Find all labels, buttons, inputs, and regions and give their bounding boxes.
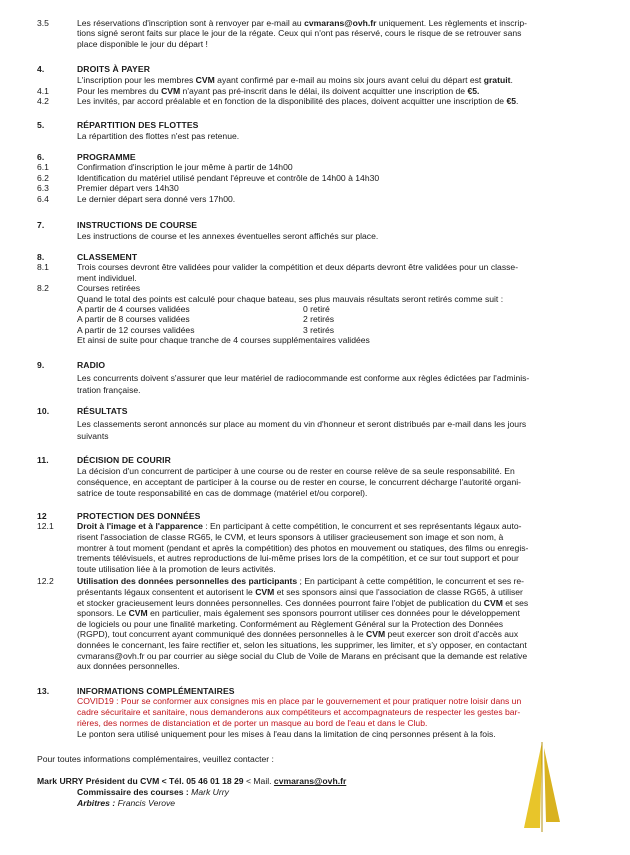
- subsection-title: Utilisation des données personnelles des participants: [77, 576, 298, 587]
- subsection-number: 6.4: [37, 193, 49, 204]
- text: conséquence, en acceptant de participer à la course ou de rester en course, le concurrent décharge l'autorité organi-: [77, 477, 522, 488]
- text: Le ponton sera utilisé uniquement pour les mises à l'eau dans la limitation de cinq personnes présent à la fois.: [77, 729, 496, 740]
- subsection-number: 6.2: [37, 172, 49, 183]
- section-6: [37, 152, 582, 204]
- text: Courses retirées: [77, 283, 141, 294]
- label: Commissaire des courses :: [77, 787, 192, 797]
- section-7: [37, 220, 582, 242]
- text: CVM: [255, 586, 275, 597]
- section-number: 7.: [37, 220, 45, 230]
- table-cell: 2 retirés: [303, 314, 335, 325]
- table-cell: A partir de 4 courses validées: [77, 304, 190, 315]
- phone-number: 05 46 01 18 29: [186, 776, 244, 786]
- text: €5.: [467, 85, 480, 96]
- text: place disponible le jour du départ !: [77, 38, 208, 49]
- sail-right: [544, 748, 560, 822]
- section-number: 4.: [37, 64, 45, 74]
- section-number: 13.: [37, 686, 50, 696]
- list-item: Confirmation d'inscription le jour même à partir de 14h00: [77, 162, 293, 173]
- name: Mark Urry: [191, 787, 229, 797]
- section-title: INSTRUCTIONS DE COURSE: [77, 220, 198, 230]
- text: Pour les membres du: [77, 85, 162, 96]
- section-4: [37, 64, 582, 107]
- section-5: [37, 120, 582, 142]
- section-13: [37, 686, 582, 740]
- section-number: 10.: [37, 406, 50, 416]
- email-link[interactable]: cvmarans@ovh.fr: [304, 18, 377, 28]
- email-link[interactable]: cvmarans@ovh.fr: [273, 776, 347, 786]
- text: CVM: [128, 608, 148, 619]
- text: CVM: [195, 75, 215, 86]
- subsection-number: 6.3: [37, 183, 49, 194]
- text: sponsors. Le: [77, 608, 129, 619]
- text: gratuit: [483, 75, 511, 86]
- text: La répartition des flottes n'est pas retenue.: [77, 131, 240, 142]
- section-title: RÉSULTATS: [77, 406, 128, 416]
- table-cell: 0 retiré: [303, 304, 330, 315]
- text: (RGPD), tout concurrent ayant communiqué des données personnelles à le: [77, 629, 367, 640]
- text: données le concernant, les faire rectifier et, selon les situations, les supprimer, les limiter, et s'y opposer, en contactant: [77, 639, 527, 650]
- text: n'ayant pas pré-inscrit dans le délai, ils doivent acquitter une inscription de: [180, 85, 468, 96]
- section-title: PROTECTION DES DONNÉES: [77, 511, 201, 521]
- subsection-number: 4.1: [37, 85, 49, 96]
- text: CVM: [483, 597, 503, 608]
- subsection-number: 4.2: [37, 96, 49, 107]
- section-3-5: [37, 18, 582, 49]
- text: Trois courses devront être validées pour valider la compétition et deux départs devront être validées pour un classe-: [77, 262, 519, 273]
- text: risent l'association de classe RG65, le CVM, et leurs sponsors à utiliser gracieusement son image et son nom, à: [77, 532, 504, 542]
- subsection-number: 8.1: [37, 262, 49, 273]
- text: Quand le total des points est calculé pour chaque bateau, ses plus mauvais résultats seront retirés comme suit :: [77, 293, 504, 304]
- text: ; En participant à cette compétition, le concurrent et ses re-: [297, 576, 525, 587]
- text: La décision d'un concurrent de participer à une course ou de rester en course relève de sa seule responsabilité. En: [77, 466, 515, 477]
- text: Les instructions de course et les annexes éventuelles seront affichés sur place.: [77, 231, 379, 242]
- section-title: PROGRAMME: [77, 152, 136, 162]
- text: suivants: [77, 431, 109, 442]
- subsection-number: 6.1: [37, 162, 49, 173]
- text: .: [516, 96, 519, 107]
- covid-notice: COVID19 : Pour se conformer aux consignes mis en place par le gouvernement et pour pratiquer notre loisir dans un: [77, 696, 522, 707]
- text: et ses: [502, 597, 529, 608]
- text: de logiciels ou pour une finalité marketing. Conformément au Règlement Général sur la Protection des Données: [77, 618, 504, 629]
- name: Francis Verove: [117, 798, 176, 808]
- text: trements télévisuels, et autres reproductions de lui-même prises lors de la compétition, et ce sur tout support et pour: [77, 553, 519, 564]
- section-title: DROITS À PAYER: [77, 64, 151, 74]
- text: Les invités, par accord préalable et en fonction de la disponibilité des places, doivent acquitter une inscription de: [77, 96, 507, 107]
- text: Mark URRY Président du CVM < Tél.: [37, 776, 187, 786]
- sailboat-logo-icon: [520, 742, 564, 834]
- section-9: [37, 360, 582, 396]
- president-line: [37, 776, 346, 786]
- section-title: DÉCISION DE COURIR: [77, 455, 171, 465]
- section-12: [37, 511, 582, 672]
- section-number: 12: [37, 511, 47, 521]
- table-cell: A partir de 8 courses validées: [77, 314, 190, 325]
- text: en particulier, mais également ses sponsors pourront utiliser ces données pour le développement: [147, 608, 520, 619]
- text: peut exercer son droit d'accès aux: [385, 629, 519, 640]
- sail-left: [524, 742, 542, 828]
- text: montrer à tout moment (pendant et après la compétition) des photos en mouvement ou statiques, des films ou enregis-: [77, 542, 529, 553]
- section-number: 9.: [37, 360, 45, 370]
- contact-intro: Pour toutes informations complémentaires, veuillez contacter :: [37, 754, 274, 764]
- text: et stocker gracieusement leurs données personnelles. Ces données pourront faire l'objet de publication du: [77, 597, 484, 608]
- text: ayant confirmé par e-mail au moins six jours avant celui du départ est: [214, 75, 484, 86]
- subsection-number: 12.1: [37, 521, 54, 532]
- covid-notice: cadre sécuritaire et sanitaire, nous demanderons aux compétiteurs et accompagnateurs de respecter les gestes bar-: [77, 707, 521, 718]
- text: uniquement. Les règlements et inscrip-: [376, 18, 527, 28]
- list-item: Le dernier départ sera donné vers 17h00.: [77, 193, 236, 204]
- commissaire-line: [77, 787, 229, 797]
- subsection-number: 8.2: [37, 283, 49, 294]
- table-cell: 3 retirés: [303, 324, 335, 335]
- label: Arbitres :: [77, 798, 118, 808]
- section-title: INFORMATIONS COMPLÉMENTAIRES: [77, 686, 235, 696]
- text: €5: [506, 96, 517, 107]
- text: et ses sponsors ainsi que l'association de classe RG65, à utiliser: [274, 586, 523, 597]
- text: < Mail.: [243, 776, 274, 786]
- covid-notice: rières, des normes de distanciation et de porter un masque au bord de l'eau et dans le Club.: [77, 718, 428, 729]
- section-title: RADIO: [77, 360, 106, 370]
- arbitres-line: [77, 798, 175, 808]
- text: présentants légaux consentent et autorisent le: [77, 586, 256, 597]
- subsection-title: Droit à l'image et à l'apparence: [77, 521, 203, 532]
- list-item: Premier départ vers 14h30: [77, 183, 179, 194]
- text: L'inscription pour les membres: [77, 75, 196, 86]
- text: toute utilisation liée à la promotion de leurs activités.: [77, 563, 276, 574]
- section-10: [37, 406, 582, 442]
- table-cell: A partir de 12 courses validées: [77, 324, 195, 335]
- text: : En participant à cette compétition, le concurrent et ses représentants légaux auto-: [202, 521, 522, 532]
- text: Les classements seront annoncés sur place au moment du vin d'honneur et seront distribués par e-mail dans les jours: [77, 419, 527, 430]
- section-number: 3.5: [37, 18, 49, 28]
- text: tions signé seront faits sur place le jour de la régate. Ceux qui n'ont pas réservé, cours le risque de se retrouver sans: [77, 28, 522, 39]
- list-item: Identification du matériel utilisé pendant l'épreuve et contrôle de 14h00 à 14h30: [77, 172, 380, 183]
- text: CVM: [161, 85, 181, 96]
- text: aux données personnelles.: [77, 661, 180, 672]
- section-title: CLASSEMENT: [77, 252, 138, 262]
- section-number: 5.: [37, 120, 45, 130]
- section-number: 6.: [37, 152, 45, 162]
- text: Les concurrents doivent s'assurer que leur matériel de radiocommande est conforme aux règles édictées par l'adminis-: [77, 373, 530, 384]
- text: CVM: [366, 629, 386, 640]
- section-number: 8.: [37, 252, 45, 262]
- discard-table: [77, 304, 582, 335]
- text: Et ainsi de suite pour chaque tranche de 4 courses supplémentaires validées: [77, 335, 370, 346]
- text: .: [510, 75, 513, 86]
- section-number: 11.: [37, 455, 49, 465]
- section-title: RÉPARTITION DES FLOTTES: [77, 120, 199, 130]
- section-11: [37, 455, 582, 499]
- text: ment individuel.: [77, 272, 137, 283]
- section-8: [37, 252, 582, 346]
- text: cvmarans@ovh.fr ou par courrier au siège social du Club de Voile de Marans en précisant que la demande est relative: [77, 650, 528, 661]
- text: tration française.: [77, 385, 141, 396]
- text: satrice de toute responsabilité en cas de dommage (matériel et/ou corporel).: [77, 488, 368, 499]
- subsection-number: 12.2: [37, 576, 54, 587]
- text: Les réservations d'inscription sont à renvoyer par e-mail au: [77, 18, 305, 28]
